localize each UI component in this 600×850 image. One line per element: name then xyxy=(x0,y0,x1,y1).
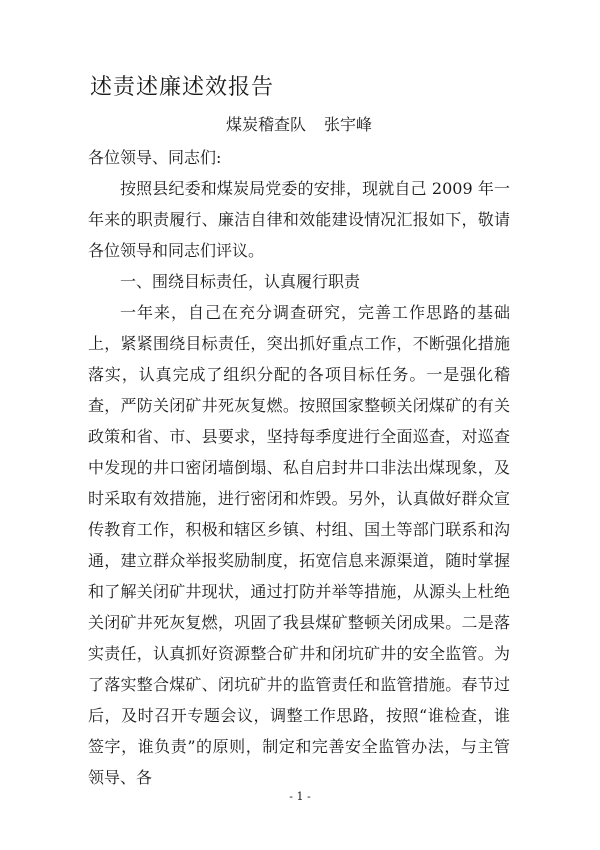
author-unit: 煤炭稽查队 xyxy=(226,115,307,134)
page-number: - 1 - xyxy=(289,790,311,803)
section-heading: 一、围绕目标责任，认真履行职责 xyxy=(120,272,361,291)
intro-paragraph: 按照县纪委和煤炭局党委的安排，现就自己 2009 年一年来的职责履行、廉洁自律和效能建设情况汇报如下，敬请各位领导和同志们评议。 xyxy=(88,179,510,260)
body-paragraph: 一年来，自己在充分调查研究，完善工作思路的基础上，紧紧围绕目标责任，突出抓好重点工作，不断强化措施落实，认真完成了组织分配的各项目标任务。一是强化稽查，严防关闭矿井死灰复燃。按照国家整顿关闭煤矿的有关政策和省、市、县要求，坚持每季度进行全面巡查，对巡查中发现的井口密闭墙倒塌、私自启封井口非法出煤现象，及时采取有效措施，进行密闭和炸毁。另外，认真做好群众宣传教育工作，积极和辖区乡镇、村组、国土等部门联系和沟通，建立群众举报奖励制度，拓宽信息来源渠道，随时掌握和了解关闭矿井现状，通过打防并举等措施，从源头上杜绝关闭矿井死灰复燃，巩固了我县煤矿整顿关闭成果。二是落实责任，认真抓好资源整合矿井和闭坑矿井的安全监管。为了落实整合煤矿、闭坑矿井的监管责任和监管措施。春节过后，及时召开专题会议，调整工作思路，按照“谁检查，谁签字，谁负责”的原则，制定和完善安全监管办法，与主管领导、各 xyxy=(88,303,510,787)
salutation: 各位领导、同志们: xyxy=(88,148,222,167)
author-line xyxy=(226,112,372,135)
author-name: 张宇峰 xyxy=(324,115,373,134)
document-title: 述责述廉述效报告 xyxy=(90,75,275,100)
document-body xyxy=(88,142,510,793)
